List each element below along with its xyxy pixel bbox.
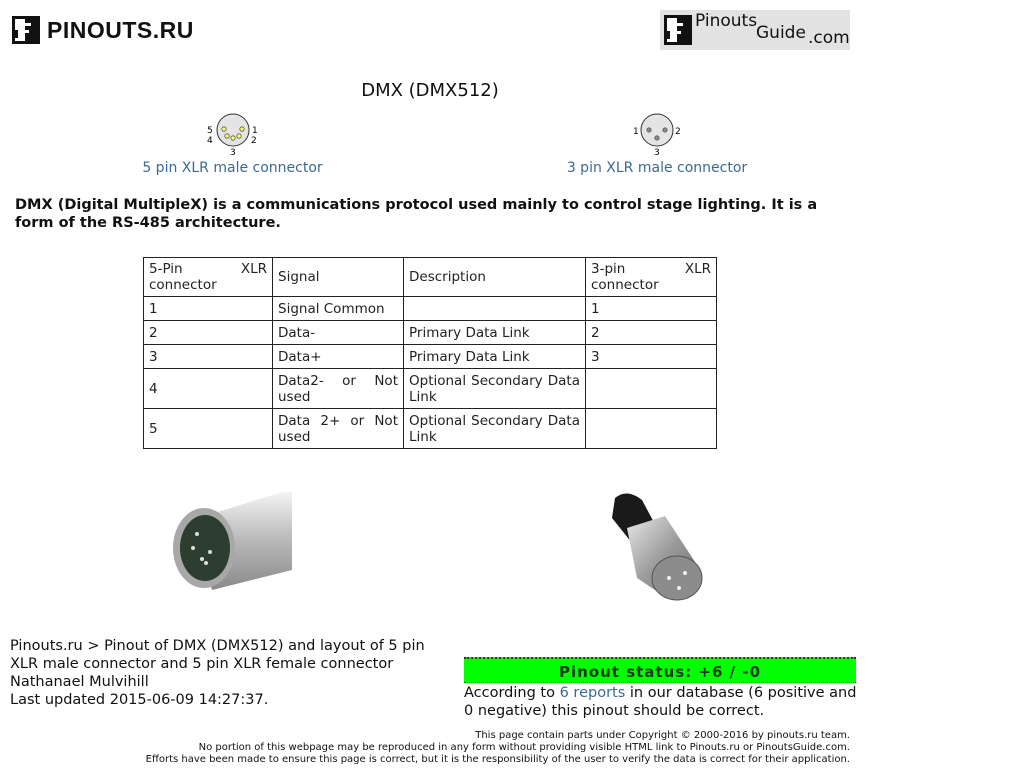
cell-5pin: 1 [144, 297, 273, 321]
connector-3pin-label[interactable]: 3 pin XLR male connector [566, 160, 748, 176]
cell-5pin: 5 [144, 409, 273, 449]
cell-3pin: 1 [586, 297, 717, 321]
header-3pin: 3-pin XLR connector [586, 258, 717, 297]
svg-text:3: 3 [229, 148, 236, 158]
footer [146, 730, 850, 766]
svg-text:1: 1 [251, 126, 258, 136]
table-row [144, 409, 717, 449]
cell-5pin: 4 [144, 369, 273, 409]
footer-disclaimer: Efforts have been made to ensure this page is correct, but it is the responsibility of the user to verify the data is correct for their application. [145, 754, 850, 765]
cell-3pin: 2 [586, 321, 717, 345]
xlr-5pin-photo[interactable] [172, 490, 292, 594]
cell-description: Primary Data Link [404, 345, 586, 369]
header-signal: Signal [273, 258, 404, 297]
connector-5pin [130, 110, 335, 176]
table-row [144, 297, 717, 321]
page-title: DMX (DMX512) [361, 80, 499, 101]
pinout-table [143, 257, 717, 449]
cell-3pin [586, 409, 717, 449]
cell-signal: Data2- or Not used [273, 369, 404, 409]
breadcrumb-text[interactable]: Pinouts.ru > Pinout of DMX (DMX512) and layout of 5 pin XLR male connector and 5 pin XLR female connector [10, 638, 425, 672]
pinout-status-badge: Pinout status: +6 / -0 [464, 657, 856, 683]
table-row [144, 345, 717, 369]
svg-text:3: 3 [654, 148, 660, 158]
last-updated: Last updated 2015-06-09 14:27:37. [10, 692, 269, 708]
cell-signal: Data- [273, 321, 404, 345]
xlr-3pin-photo[interactable] [607, 488, 705, 602]
cell-3pin [586, 369, 717, 409]
connector-3pin [553, 110, 761, 176]
logo-text: PINOUTS.RU [47, 16, 194, 43]
cell-signal: Data+ [273, 345, 404, 369]
cell-description: Optional Secondary Data Link [404, 369, 586, 409]
svg-text:5: 5 [206, 126, 213, 136]
breadcrumb [10, 637, 450, 709]
svg-text:4: 4 [206, 136, 213, 146]
xlr-3pin-diagram-icon [627, 110, 687, 158]
status-text-after: in our database (6 positive and 0 negative) this pinout should be correct. [464, 685, 857, 719]
cell-description: Optional Secondary Data Link [404, 409, 586, 449]
pinoutsguide-logo-icon [664, 15, 692, 45]
table-row [144, 369, 717, 409]
cell-signal: Signal Common [273, 297, 404, 321]
xlr-5pin-diagram-icon [203, 110, 263, 158]
pinoutsguide-logo[interactable] [660, 10, 850, 50]
cell-3pin: 3 [586, 345, 717, 369]
svg-text:2: 2 [250, 136, 257, 146]
logo-part-guide: Guide [756, 23, 806, 43]
reports-link[interactable]: 6 reports [559, 685, 626, 701]
footer-reproduction: No portion of this webpage may be reproduced in any form without providing visible HTML link to Pinouts.ru or PinoutsGuide.com. [198, 742, 850, 753]
logo-part-pinouts: Pinouts [695, 11, 758, 31]
status-description [464, 684, 864, 720]
intro-text: DMX (Digital MultipleX) is a communications protocol used mainly to control stage lighting. It is a form of the RS-485 architecture. [15, 197, 818, 231]
footer-copyright: This page contain parts under Copyright © 2000-2016 by pinouts.ru team. [475, 730, 850, 741]
cell-5pin: 3 [144, 345, 273, 369]
header-description: Description [404, 258, 586, 297]
cell-description [404, 297, 586, 321]
logo-part-com: .com [808, 28, 850, 48]
svg-text:2: 2 [675, 127, 681, 137]
table-header-row [144, 258, 717, 297]
cell-5pin: 2 [144, 321, 273, 345]
pinouts-ru-logo[interactable] [12, 14, 194, 46]
connector-5pin-label[interactable]: 5 pin XLR male connector [142, 160, 323, 176]
author: Nathanael Mulvihill [10, 674, 149, 690]
header-5pin: 5-Pin XLR connector [144, 258, 273, 297]
table-row [144, 321, 717, 345]
cell-description: Primary Data Link [404, 321, 586, 345]
cell-signal: Data 2+ or Not used [273, 409, 404, 449]
status-text-before: According to [464, 685, 560, 701]
svg-text:1: 1 [633, 127, 639, 137]
pinouts-logo-icon [12, 16, 40, 44]
